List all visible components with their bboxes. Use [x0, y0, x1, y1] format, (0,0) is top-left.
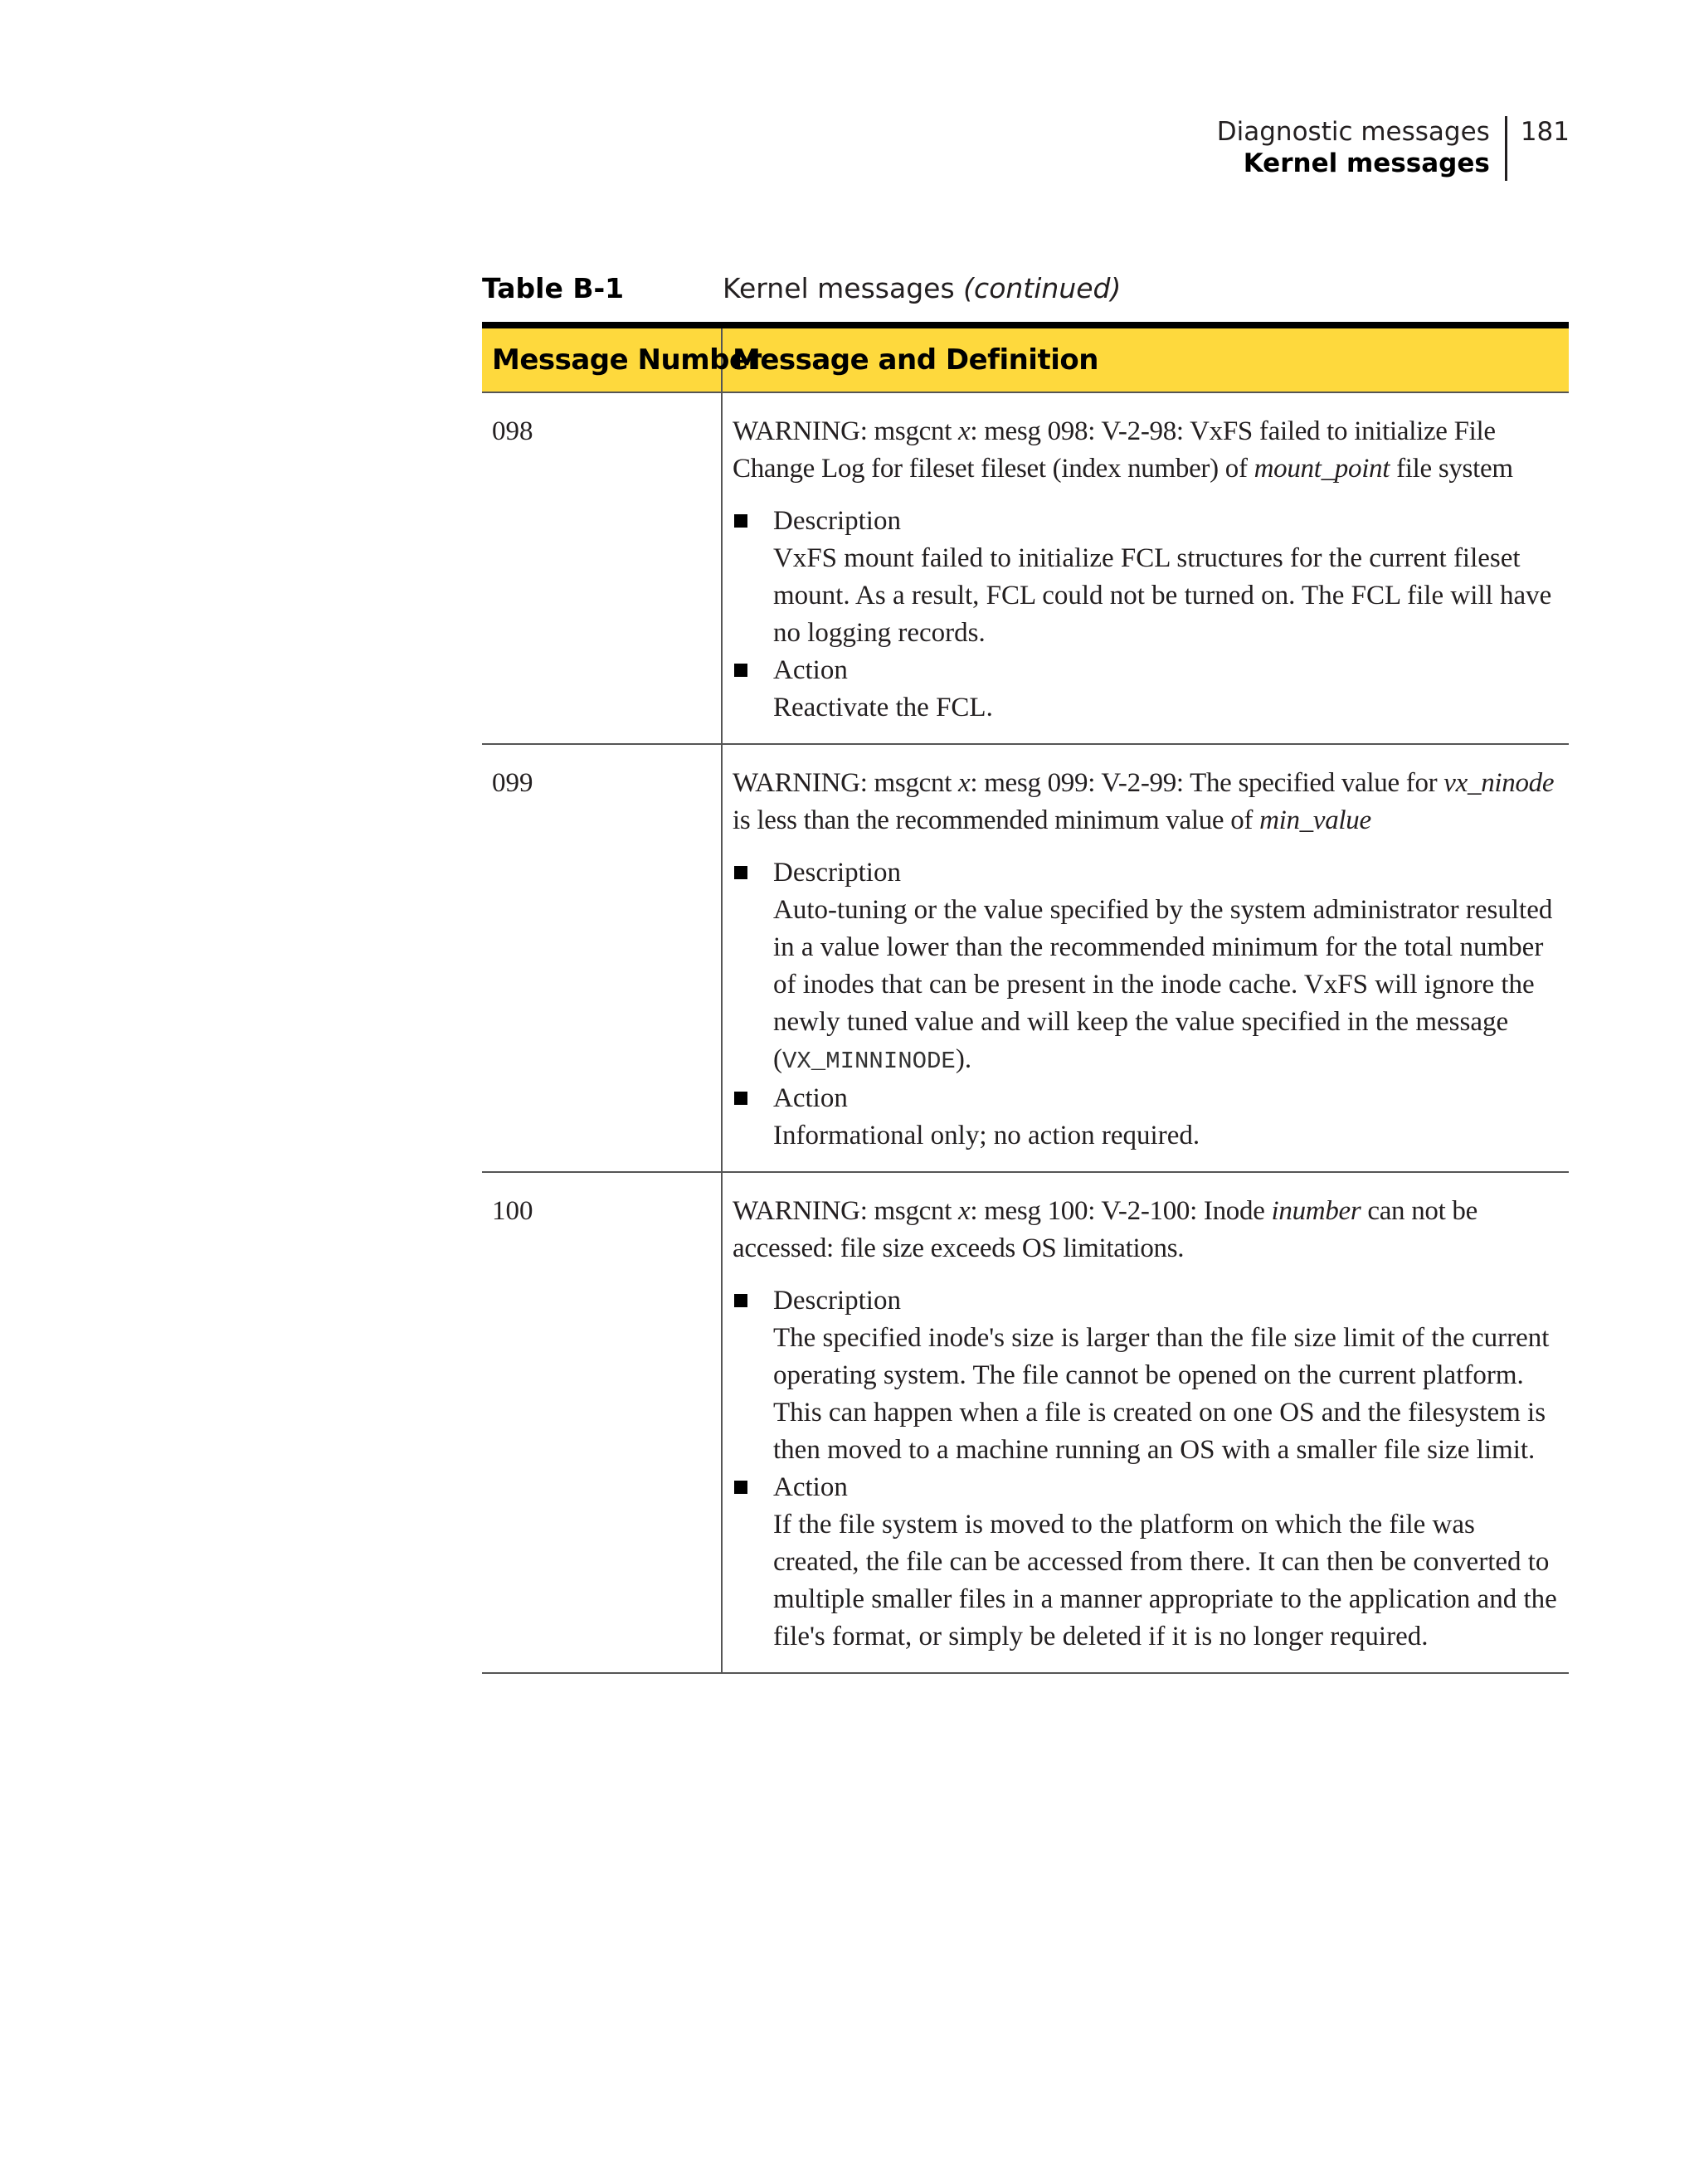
column-header-message-definition: Message and Definition [722, 325, 1569, 392]
table-caption [482, 270, 1569, 307]
square-bullet-icon [734, 514, 747, 528]
message-definition [722, 392, 1569, 744]
description-text: The specified inode's size is larger than the file size limit of the current operating system. The file cannot be opened on the current platform. This can happen when a file is created on one OS and the filesystem is then moved to a machine running an OS with a smaller file size limit. [773, 1323, 1550, 1465]
action-label: Action [773, 655, 848, 685]
table-title-text: Kernel messages [723, 272, 955, 304]
message-definition [722, 744, 1569, 1172]
running-header-titles [1217, 116, 1505, 179]
description-text [773, 892, 1562, 1080]
action-text: Informational only; no action required. [773, 1121, 1200, 1150]
table-title-suffix: (continued) [963, 272, 1122, 304]
message-variable: x [958, 416, 971, 446]
message-part: WARNING: msgcnt [733, 768, 959, 798]
message-part: : mesg 098: V-2-98: VxFS failed to initialize File Change Log for fileset fileset (index number) of [733, 416, 1496, 484]
square-bullet-icon [734, 866, 747, 879]
message-text [733, 1193, 1562, 1267]
message-part: : mesg 099: V-2-99: The specified value for [970, 768, 1444, 798]
table-header-row [482, 325, 1569, 392]
message-variable: x [958, 1196, 971, 1226]
message-variable: vx_ninode [1443, 768, 1555, 798]
description-label: Description [773, 506, 901, 536]
description-label: Description [773, 858, 901, 888]
bullet-list [733, 854, 1562, 1155]
message-variable: x [958, 768, 971, 798]
description-item [733, 1282, 1562, 1469]
action-item [733, 1469, 1562, 1656]
square-bullet-icon [734, 1481, 747, 1494]
message-variable: min_value [1259, 805, 1371, 835]
square-bullet-icon [734, 1092, 747, 1105]
message-variable: mount_point [1254, 454, 1390, 484]
action-item [733, 652, 1562, 727]
column-header-message-number: Message Number [482, 325, 722, 392]
description-label: Description [773, 1286, 901, 1316]
action-text: If the file system is moved to the platform on which the file was created, the file can be accessed from there. It can then be converted to multiple smaller files in a manner appropriate to the application and the file's format, or simply be deleted if it is no longer required. [773, 1510, 1557, 1651]
description-part: Auto-tuning or the value specified by the system administrator resulted in a value lower than the recommended minimum for the total number of inodes that can be present in the inode cache. VxFS will ignore the newly tuned value and will keep the value specified in the message ( [773, 895, 1553, 1074]
action-item [733, 1080, 1562, 1155]
bullet-list [733, 503, 1562, 727]
action-label: Action [773, 1472, 848, 1502]
kernel-messages-table [482, 322, 1569, 1674]
message-text [733, 413, 1562, 488]
description-part: ). [955, 1044, 972, 1074]
message-text [733, 765, 1562, 839]
section-title: Kernel messages [1243, 148, 1490, 178]
message-number: 100 [482, 1172, 722, 1673]
message-variable: inumber [1271, 1196, 1361, 1226]
message-part: file system [1390, 454, 1513, 484]
message-part: can not be accessed: file size exceeds OS limitations. [733, 1196, 1477, 1263]
table-row [482, 1172, 1569, 1673]
message-part: WARNING: msgcnt [733, 1196, 959, 1226]
square-bullet-icon [734, 664, 747, 677]
message-number: 098 [482, 392, 722, 744]
code-constant: VX_MINNINODE [782, 1048, 956, 1075]
action-text: Reactivate the FCL. [773, 693, 993, 722]
message-part: : mesg 100: V-2-100: Inode [970, 1196, 1272, 1226]
description-item [733, 854, 1562, 1080]
square-bullet-icon [734, 1294, 747, 1307]
running-header [1161, 116, 1570, 181]
message-part: is less than the recommended minimum value of [733, 805, 1260, 835]
table-row [482, 392, 1569, 744]
chapter-title: Diagnostic messages [1216, 117, 1490, 147]
bullet-list [733, 1282, 1562, 1656]
message-number: 099 [482, 744, 722, 1172]
message-definition [722, 1172, 1569, 1673]
message-part: WARNING: msgcnt [733, 416, 959, 446]
page-number: 181 [1520, 117, 1570, 147]
description-text: VxFS mount failed to initialize FCL structures for the current fileset mount. As a result, FCL could not be turned on. The FCL file will have no logging records. [773, 543, 1552, 648]
table-label: Table B-1 [482, 272, 625, 304]
description-item [733, 503, 1562, 652]
table-row [482, 744, 1569, 1172]
table-title [723, 270, 1121, 307]
action-label: Action [773, 1083, 848, 1113]
